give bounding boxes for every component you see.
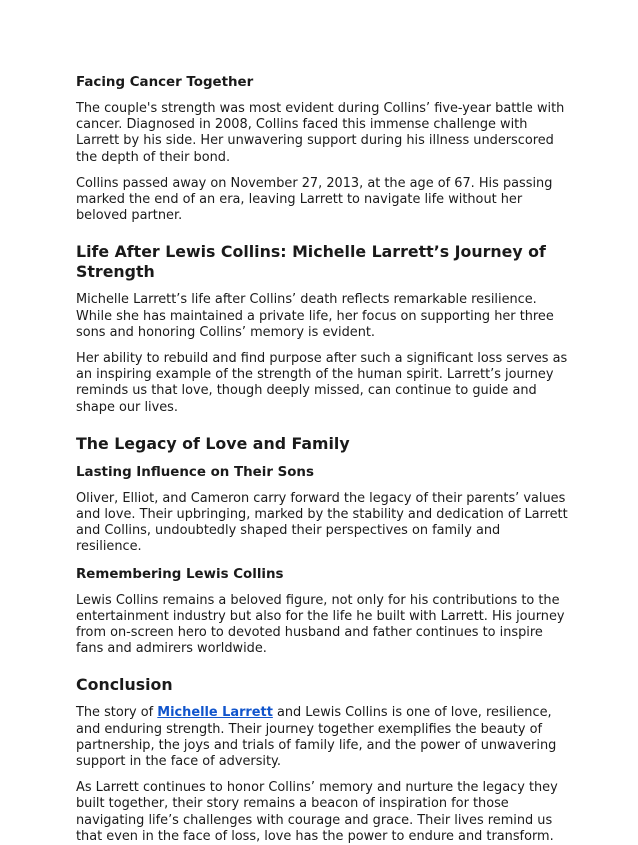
section-heading-facing-cancer: Facing Cancer Together — [76, 75, 254, 90]
paragraph: Michelle Larrett’s life after Collins’ death reflects remarkable resilience. While she has maintained a private life, her focus on supporting her three sons and honoring Collins’ memory is evident. — [76, 292, 554, 340]
michelle-larrett-link[interactable]: Michelle Larrett — [157, 705, 273, 721]
paragraph: Lewis Collins remains a beloved figure, not only for his contributions to the entertainment industry but also for the life he built with Larrett. His journey from on-screen hero to devoted husband and father continues to inspire fans and admirers worldwide. — [76, 592, 565, 657]
text-span: The story of — [76, 705, 158, 721]
section-heading-life-after: Life After Lewis Collins: Michelle Larrett’s Journey of Strength — [76, 242, 546, 282]
text-span: and Lewis Collins is one of love, resilience, and enduring strength. Their journey together exemplifies the beauty of partnership, the joys and trials of family life, and the power of unwavering support in the face of adversity. — [76, 705, 557, 770]
paragraph: Oliver, Elliot, and Cameron carry forward the legacy of their parents’ values and love. Their upbringing, marked by the stability and dedication of Larrett and Collins, undoubtedly shaped their perspectives on family and resilience. — [76, 490, 568, 555]
section-heading-legacy: The Legacy of Love and Family — [76, 433, 350, 453]
paragraph: Collins passed away on November 27, 2013, at the age of 67. His passing marked the end of an era, leaving Larrett to navigate life without her beloved partner. — [76, 175, 553, 224]
section-heading-conclusion: Conclusion — [76, 675, 173, 695]
paragraph — [76, 705, 568, 770]
subsection-heading-remembering: Remembering Lewis Collins — [76, 566, 284, 582]
paragraph: As Larrett continues to honor Collins’ memory and nurture the legacy they built together, their story remains a beacon of inspiration for those navigating life’s challenges with courage and grace. Their lives remind us that even in the face of loss, love has the power to endure and transform. — [76, 780, 558, 844]
paragraph: The couple's strength was most evident during Collins’ five-year battle with cancer. Diagnosed in 2008, Collins faced this immense challenge with Larrett by his side. Her unwavering support during his illness underscored the depth of their bond. — [76, 101, 565, 165]
subsection-heading-sons: Lasting Influence on Their Sons — [76, 464, 314, 480]
paragraph: Her ability to rebuild and find purpose after such a significant loss serves as an inspiring example of the strength of the human spirit. Larrett’s journey reminds us that love, though deeply missed, can continue to guide and shape our lives. — [76, 351, 568, 415]
